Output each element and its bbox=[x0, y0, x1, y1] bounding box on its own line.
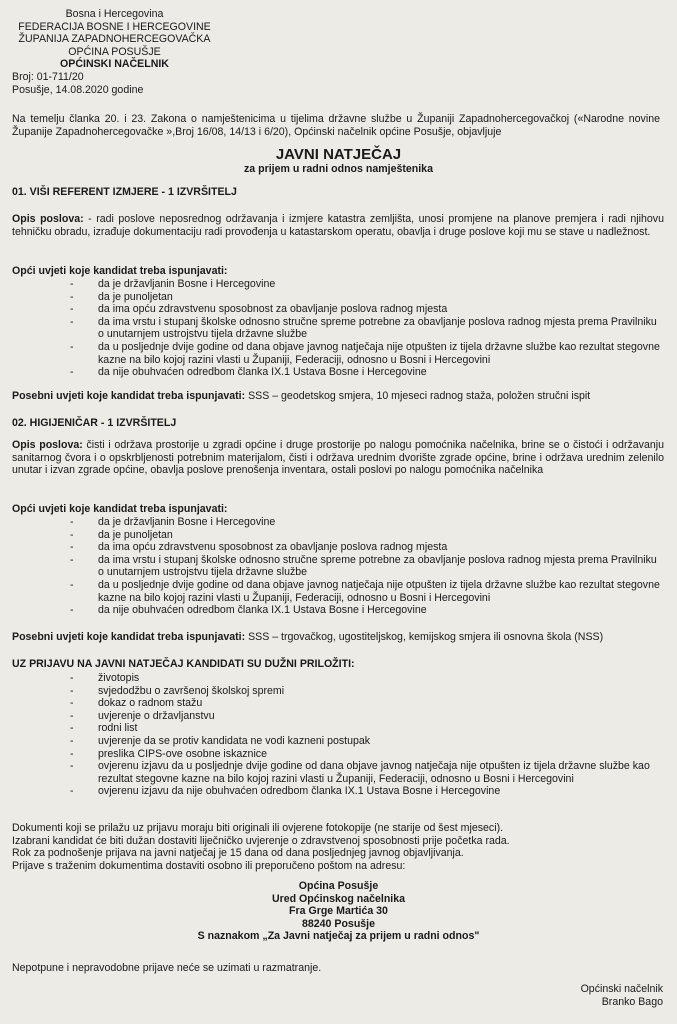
position2-description bbox=[12, 439, 664, 477]
position1-desc-text: - radi poslove neposrednog održavanja i izmjere katastra zemljišta, unosi promjene na planove premjera i radi njihovu tehničku obradu, izrađuje dokumentaciju radi provođenja u katastarskom operatu, obavlja i druge poslove koji mu se stave u nadležnost. bbox=[12, 213, 664, 238]
list-item: - da u posljednje dvije godine od dana objave javnog natječaja nije otpušten iz tijela državne službe kao rezultat stegovne kazne na bilo kojoj razini vlasti u Županiji, Federaciji, odnosno u Bosni i Hercegovini bbox=[70, 578, 660, 604]
header-country: Bosna i Hercegovina bbox=[65, 8, 164, 20]
position2-desc-label: Opis poslova: bbox=[12, 439, 83, 451]
list-item: - da je državljanin Bosne i Hercegovine bbox=[70, 278, 276, 290]
position1-desc-label: Opis poslova: bbox=[12, 213, 84, 225]
header-canton: ŽUPANIJA ZAPADNOHERCEGOVAČKA bbox=[18, 33, 211, 46]
header-office: OPĆINSKI NAČELNIK bbox=[60, 58, 169, 71]
list-item: - životopis bbox=[70, 672, 140, 684]
list-item: - rodni list bbox=[70, 722, 138, 735]
position2-special bbox=[12, 631, 664, 644]
address-line: Fra Grge Martića 30 bbox=[289, 905, 388, 918]
position1-description bbox=[12, 213, 664, 238]
list-item: - dokaz o radnom stažu bbox=[70, 697, 203, 710]
document-date: Posušje, 14.08.2020 godine bbox=[12, 83, 144, 96]
note-line: Prijave s traženim dokumentima dostaviti osobno ili preporučeno poštom na adresu: bbox=[12, 859, 406, 872]
list-item: - da u posljednje dvije godine od dana objave javnog natječaja nije otpušten iz tijela državne službe kao rezultat stegovne kazne na bilo kojoj razini vlasti u Županiji, Federaciji, odnosno u Bosni i Hercegovini bbox=[70, 340, 660, 366]
list-item: - da je punoljetan bbox=[70, 290, 173, 303]
list-item: - ovjerenu izjavu da nije obuhvaćen odredbom članka IX.1 Ustava Bosne i Hercegovine bbox=[70, 785, 501, 798]
signature-role: Općinski načelnik bbox=[580, 983, 663, 995]
list-item: - svjedodžbu o završenoj školskoj spremi bbox=[70, 684, 285, 697]
closing-note: Nepotpune i nepravodobne prijave neće se uzimati u razmatranje. bbox=[12, 962, 322, 974]
position2-general-list bbox=[12, 516, 664, 617]
note-line: Izabrani kandidat će biti dužan dostaviti liječničko uvjerenje o zdravstvenoj sposobnosti prije početka rada. bbox=[12, 834, 510, 847]
position1-general-label: Opći uvjeti koje kandidat treba ispunjavati: bbox=[12, 265, 228, 277]
address-line: S naznakom „Za Javni natječaj za prijem u radni odnos" bbox=[197, 930, 480, 943]
list-item: - da ima vrstu i stupanj školske odnosno stručne spreme potrebne za obavljanje poslova radnog mjesta prema Pravilniku o unutarnjem ustrojstvu tijela državne službe bbox=[70, 315, 657, 341]
note-line: Rok za podnošenje prijava na javni natječaj je 15 dana od dana posljednjeg javnog objavljivanja. bbox=[12, 847, 464, 860]
list-item: - da ima vrstu i stupanj školske odnosno stručne spreme potrebne za obavljanje poslova radnog mjesta prema Pravilniku o unutarnjem ustrojstvu tijela državne službe bbox=[70, 553, 657, 579]
list-item: - preslika CIPS-ove osobne iskaznice bbox=[70, 747, 267, 760]
list-item: - da je punoljetan bbox=[70, 528, 173, 541]
position2-desc-text: čisti i održava prostorije u zgradi općine i druge prostorije po nalogu pomoćnika načelnika, brine se o čistoći i održavanju sanitarnog čvora i o opskrbljenosti potrebnim materijalom, čisti i održava urednim dvorište zgrade općine, brine i održava urednim zelenilo unutar i izvan zgrade općine, obavlja poslove prenošenja inventara, ostali poslovi po nalogu pomoćnika načelnika bbox=[12, 439, 664, 477]
signature-name: Branko Bago bbox=[601, 995, 663, 1008]
list-item: - da nije obuhvaćen odredbom članka IX.1 Ustava Bosne i Hercegovine bbox=[70, 366, 427, 379]
position2-heading: 02. HIGIJENIČAR - 1 IZVRŠITELJ bbox=[12, 417, 177, 429]
list-item: - da ima opću zdravstvenu sposobnost za obavljanje poslova radnog mjesta bbox=[70, 303, 448, 316]
address-line: Općina Posušje bbox=[298, 880, 379, 892]
document-subtitle: za prijem u radni odnos namještenika bbox=[244, 163, 433, 175]
list-item: - ovjerenu izjavu da u posljednje dvije godine od dana objave javnog natječaja nije otpušten iz tijela državne službe kao rezultat stegovne kazne na bilo kojoj razini vlasti u Županiji, Federaciji, odnosno u Bosni i Hercegovini bbox=[70, 760, 650, 785]
list-item: - da ima opću zdravstvenu sposobnost za obavljanje poslova radnog mjesta bbox=[70, 541, 448, 554]
list-item: - uvjerenje da se protiv kandidata ne vodi kazneni postupak bbox=[70, 734, 371, 747]
letterhead bbox=[12, 8, 242, 96]
attachments-list bbox=[12, 672, 664, 798]
signature-block bbox=[581, 983, 663, 1008]
header-federation: FEDERACIJA BOSNE I HERCEGOVINE bbox=[18, 20, 211, 33]
header-municipality: OPĆINA POSUŠJE bbox=[68, 45, 161, 58]
position2-special-text: SSS – trgovačkog, ugostiteljskog, kemijskog smjera ili osnovna škola (NSS) bbox=[245, 631, 604, 643]
note-line: Dokumenti koji se prilažu uz prijavu moraju biti originali ili ovjerene fotokopije (ne starije od šest mjeseci). bbox=[12, 822, 504, 834]
intro-paragraph: Na temelju članka 20. i 23. Zakona o namještenicima u tijelima državne službe u Županiji Zapadnohercegovačkoj («Narodne novine Županije Zapadnohercegovačke »,Broj 16/08, 14/13 i 6/20), Općinski načelnik općine Posušje, objavljuje bbox=[12, 113, 660, 138]
mailing-address bbox=[0, 880, 677, 943]
list-item: - uvjerenje o državljanstvu bbox=[70, 709, 215, 722]
list-item: - da nije obuhvaćen odredbom članka IX.1 Ustava Bosne i Hercegovine bbox=[70, 604, 427, 617]
position1-special bbox=[12, 390, 664, 403]
list-item: - da je državljanin Bosne i Hercegovine bbox=[70, 516, 276, 528]
document-title: JAVNI NATJEČAJ bbox=[275, 146, 402, 163]
address-line: 88240 Posušje bbox=[301, 917, 376, 930]
position1-special-label: Posebni uvjeti koje kandidat treba ispunjavati: bbox=[12, 390, 246, 402]
address-line: Ured Općinskog načelnika bbox=[271, 892, 406, 905]
position2-general-label: Opći uvjeti koje kandidat treba ispunjavati: bbox=[12, 503, 228, 515]
position2-special-label: Posebni uvjeti koje kandidat treba ispunjavati: bbox=[12, 631, 246, 643]
position1-heading: 01. VIŠI REFERENT IZMJERE - 1 IZVRŠITELJ bbox=[12, 186, 237, 198]
reference-number: Broj: 01-711/20 bbox=[12, 70, 84, 83]
position1-general-list bbox=[12, 278, 664, 379]
attachments-heading: UZ PRIJAVU NA JAVNI NATJEČAJ KANDIDATI SU DUŽNI PRILOŽITI: bbox=[12, 658, 355, 670]
position1-special-text: SSS – geodetskog smjera, 10 mjeseci radnog staža, položen stručni ispit bbox=[245, 390, 591, 402]
notes bbox=[12, 822, 664, 872]
